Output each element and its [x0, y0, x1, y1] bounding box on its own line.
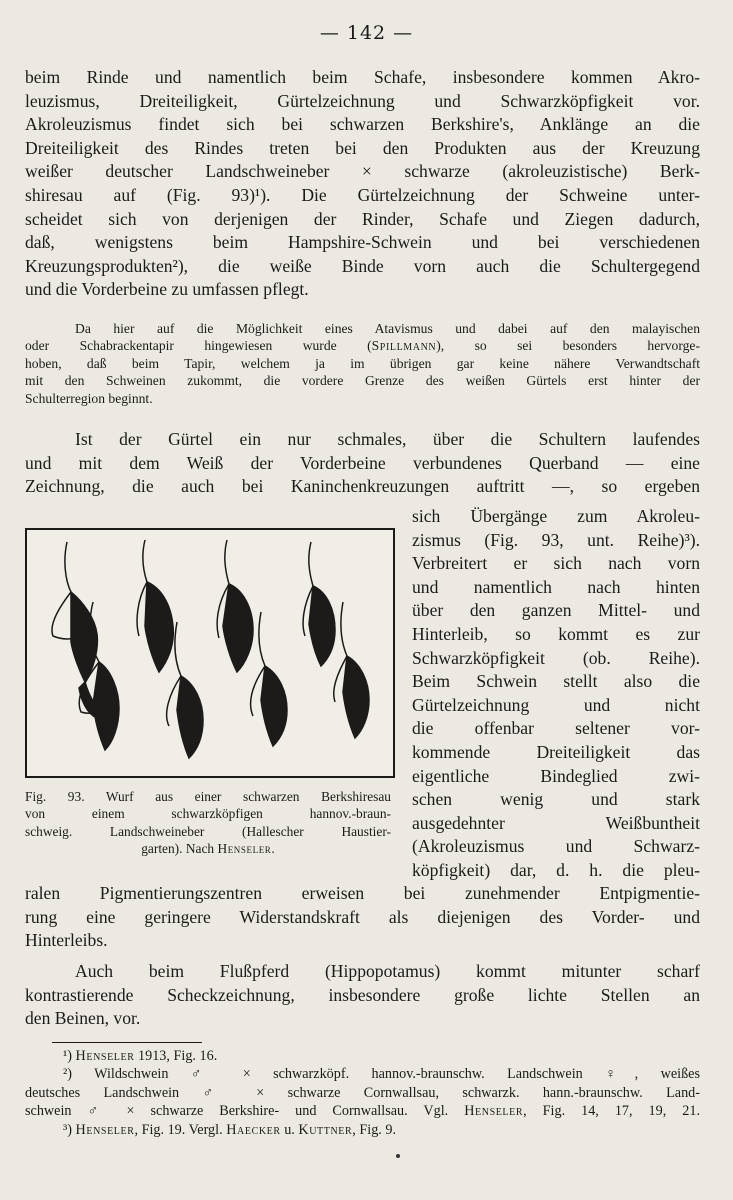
author-name: Henseler: [75, 1048, 135, 1064]
text-line: shiresau auf (Fig. 93)¹). Die Gürtelzeichnung der Schweine unter-: [25, 184, 700, 205]
footnote-rule: [52, 1042, 202, 1043]
author-name: Spillmann: [371, 338, 437, 354]
text-line: und mit dem Weiß der Vorderbeine verbundenes Querband — eine: [25, 452, 700, 473]
text-line: scheidet sich von derjenigen der Rinder, Schafe und Ziegen dadurch,: [25, 208, 700, 229]
text-line: Verbreitert er sich nach vorn: [412, 553, 700, 574]
note-line: oder Schabrackentapir hingewiesen wurde (Spillmann), so sei besonders hervorge-: [25, 338, 700, 354]
piglet-figure: [52, 542, 101, 718]
page-number: — 142 —: [319, 22, 414, 44]
author-name: Haecker: [226, 1121, 281, 1138]
text-line: den Beinen, vor.: [25, 1008, 141, 1029]
text-line: daß, wenigstens beim Hampshire-Schwein und bei verschiedenen: [25, 232, 700, 253]
text-line: Schwarzköpfigkeit (ob. Reihe).: [412, 647, 700, 668]
text-line: beim Rinde und namentlich beim Schafe, insbesondere kommen Akro-: [25, 67, 700, 87]
paragraph-2-side-column: [412, 505, 700, 883]
footnote-2: ²) Wildschwein ♂ × schwarzköpf. hannov.-braunschw. Landschwein ♀, weißes: [63, 1066, 700, 1083]
text-line: Gürtelzeichnung und nicht: [412, 694, 700, 715]
piglet-figure: [137, 540, 173, 672]
paragraph-3: [25, 960, 700, 1031]
paragraph-1: [25, 66, 700, 302]
text-line: kommende Dreiteiligkeit das: [412, 741, 700, 762]
text-line: Kreuzungsprodukten²), die weiße Binde vorn auch die Schultergegend: [25, 255, 700, 276]
footnotes: [25, 1047, 700, 1139]
piglets-drawing: [27, 530, 393, 776]
paragraph-2-end: [25, 882, 700, 953]
caption-line: Fig. 93. Wurf aus einer schwarzen Berkshiresau: [25, 789, 391, 804]
footnote-3: ³) Henseler, Fig. 19. Vergl. Haecker u. Kuttner, Fig. 9.: [63, 1121, 397, 1138]
text-line: Hinterleibs.: [25, 930, 108, 951]
small-note: [25, 320, 700, 407]
caption-line: garten). Nach Henseler.: [141, 841, 275, 857]
text-line: Hinterleib, so kommt es zur: [412, 623, 700, 644]
author-name: Henseler: [464, 1103, 524, 1120]
caption-line: schweig. Landschweineber (Hallescher Haustier-: [25, 823, 391, 839]
footnote-1: ¹) Henseler 1913, Fig. 16.: [63, 1048, 218, 1064]
text-line: Ist der Gürtel ein nur schmales, über die Schultern laufendes: [75, 429, 700, 449]
text-line: eigentliche Bindeglied zwi-: [412, 765, 700, 786]
text-line: kontrastierende Scheckzeichnung, insbesondere große lichte Stellen an: [25, 984, 700, 1005]
text-line: sich Übergänge zum Akroleu-: [412, 506, 700, 526]
text-line: Zeichnung, die auch bei Kaninchenkreuzungen auftritt —, so ergeben: [25, 476, 700, 497]
paragraph-2: [25, 428, 700, 499]
text-line: Beim Schwein stellt also die: [412, 671, 700, 692]
text-line: und die Vorderbeine zu umfassen pflegt.: [25, 279, 309, 300]
text-line: die offenbar seltener vor-: [412, 718, 700, 739]
text-line: (Akroleuzismus und Schwarz-: [412, 836, 700, 857]
figure-93-illustration: [25, 528, 395, 778]
text-line: schen wenig und stark: [412, 789, 700, 810]
author-name: Henseler: [217, 841, 272, 857]
text-line: ausgedehnter Weißbuntheit: [412, 812, 700, 833]
text-line: weißer deutscher Landschweineber × schwarze (akroleuzistische) Berk-: [25, 161, 700, 182]
text-line: Akroleuzismus findet sich bei schwarzen Berkshire's, Anklänge an die: [25, 114, 700, 135]
piglet-figure: [334, 602, 369, 738]
text-line: köpfigkeit) dar, d. h. die pleu-: [412, 859, 700, 880]
text-line: Auch beim Flußpferd (Hippopotamus) kommt mitunter scharf: [75, 961, 700, 981]
author-name: Henseler: [75, 1121, 135, 1138]
text-line: über den ganzen Mittel- und: [412, 600, 700, 621]
piglet-figure: [303, 542, 335, 666]
note-line: hoben, daß beim Tapir, welchem ja im übrigen gar keine nähere Verwandtschaft: [25, 355, 700, 371]
text-line: zismus (Fig. 93, unt. Reihe)³).: [412, 529, 700, 550]
print-speck: [396, 1154, 400, 1158]
author-name: Kuttner: [298, 1121, 353, 1138]
caption-line: von einem schwarzköpfigen hannov.-braun-: [25, 806, 391, 822]
note-line: Schulterregion beginnt.: [25, 390, 153, 406]
piglet-figure: [217, 540, 253, 672]
footnote-2-cont: deutsches Landschwein ♂ × schwarze Cornwallsau, schwarzk. hann.-braunschw. Land-: [25, 1084, 700, 1101]
piglet-figure: [251, 612, 287, 746]
text-line: ralen Pigmentierungszentren erweisen bei zunehmender Entpigmentie-: [25, 883, 700, 903]
text-line: leuzismus, Dreiteiligkeit, Gürtelzeichnung und Schwarzköpfigkeit vor.: [25, 90, 700, 111]
footnote-2-cont: schwein ♂ × schwarze Berkshire- und Cornwallsau. Vgl. Henseler, Fig. 14, 17, 19, 21.: [25, 1103, 700, 1120]
note-line: mit den Schweinen zukommt, die vordere Grenze des weißen Gürtels erst hinter der: [25, 373, 700, 389]
figure-caption: [25, 788, 391, 858]
text-line: rung eine geringere Widerstandskraft als diejenigen des Vorder- und: [25, 906, 700, 927]
text-line: Dreiteiligkeit des Rindes treten bei den Produkten aus der Kreuzung: [25, 137, 700, 158]
text-line: und namentlich nach hinten: [412, 576, 700, 597]
note-line: Da hier auf die Möglichkeit eines Atavismus und dabei auf den malayischen: [75, 321, 700, 336]
